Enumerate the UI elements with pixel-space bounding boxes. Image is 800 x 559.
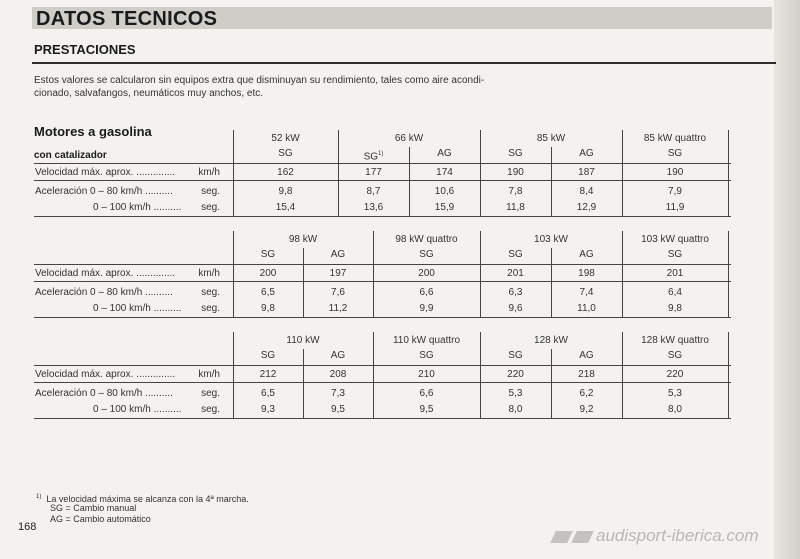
vmax-value: 162 [277,167,294,178]
engine-power-header: 85 kW [536,133,566,144]
vmax-value: 174 [436,167,453,178]
acc-80-value: 6,2 [579,388,594,399]
page-number: 168 [18,521,37,533]
acc-100-value: 9,8 [668,303,682,314]
watermark-logo [553,531,591,543]
row-label-acc-80: Aceleración 0 – 80 km/h .......... [35,186,173,197]
acc-100-value: 11,8 [506,202,525,213]
acc-80-value: 6,6 [419,388,434,399]
acc-80-value: 7,3 [331,388,345,399]
vmax-value: 208 [329,369,347,380]
acc-100-value: 15,4 [275,202,296,213]
row-label-acc-80: Aceleración 0 – 80 km/h .......... [35,388,173,399]
intro-paragraph: Estos valores se calcularon sin equipos extra que disminuyan su rendimiento, tales como aire acondi- cionado, salvafangos, neumáticos muy anchos, etc. [34,75,485,99]
gearbox-header: SG [508,249,523,260]
acc-100-value: 9,8 [261,303,275,314]
engine-power-header: 103 kW quattro [641,234,709,245]
row-label-acc-100: 0 – 100 km/h .......... [93,202,182,213]
row-unit-kmh: km/h [198,268,220,279]
row-unit-seg: seg. [201,303,220,314]
acc-100-value: 9,5 [419,404,434,415]
vmax-value: 212 [259,369,277,380]
footnote-sg: SG = Cambio manual [50,503,137,513]
acc-100-value: 11,2 [328,303,348,314]
vmax-value: 177 [365,167,382,178]
row-label-acc-100: 0 – 100 km/h .......... [93,404,182,415]
footnote-ag: AG = Cambio automático [50,514,151,524]
vmax-value: 187 [578,167,595,178]
gearbox-header: AG [330,350,346,361]
row-unit-kmh: km/h [198,167,220,178]
acc-80-value: 6,4 [668,287,682,298]
row-rule [34,180,731,181]
engine-power-header: 66 kW [394,133,424,144]
acc-100-value: 9,2 [579,404,594,415]
row-label-vmax: Velocidad máx. aprox. .............. [35,167,176,178]
engine-power-header: 110 kW quattro [392,335,461,346]
catalyst-label: con catalizador [34,150,107,161]
acc-80-value: 7,9 [668,186,682,197]
acc-80-value: 6,5 [261,388,275,399]
engine-power-header: 128 kW quattro [641,335,709,346]
footnote-mark: 1) [36,494,42,500]
row-label-acc-80: Aceleración 0 – 80 km/h .......... [35,287,173,298]
row-label-vmax: Velocidad máx. aprox. .............. [35,268,176,279]
engine-power-header: 52 kW [271,133,300,144]
gearbox-header: SG [667,350,683,361]
vmax-value: 200 [259,268,277,279]
row-unit-kmh: km/h [198,369,220,380]
gearbox-header: AG [330,249,346,260]
gearbox-header: AG [579,148,594,159]
row-unit-seg: seg. [201,388,220,399]
engine-power-header: 128 kW [534,335,568,346]
acc-100-value: 9,6 [508,303,523,314]
vmax-value: 210 [418,369,435,380]
gearbox-header: SG [667,148,683,159]
acc-80-value: 6,3 [508,287,523,298]
table-bottom-rule [34,418,731,419]
row-rule [34,281,731,282]
vmax-value: 198 [578,268,595,279]
acc-100-value: 11,9 [665,202,685,213]
vmax-value: 218 [578,369,595,380]
gearbox-header: SG [667,249,683,260]
vmax-value: 190 [666,167,684,178]
table-right-edge [728,231,729,317]
engine-power-header: 85 kW quattro [643,133,707,144]
engine-power-header: 110 kW [286,335,320,346]
acc-100-value: 15,9 [434,202,455,213]
table-bottom-rule [34,317,731,318]
acc-80-value: 6,6 [419,287,434,298]
acc-80-value: 9,8 [278,186,293,197]
acc-80-value: 5,3 [508,388,523,399]
table-right-edge [728,130,729,216]
acc-100-value: 12,9 [576,202,597,213]
gearbox-header: SG [419,249,434,260]
table-bottom-rule [34,216,731,217]
gearbox-header: AG [579,249,594,260]
footnote-ref: 1) [378,151,384,157]
header-rule [34,365,731,366]
acc-80-value: 7,4 [579,287,594,298]
gearbox-header: SG [260,350,276,361]
row-unit-seg: seg. [201,202,220,213]
engine-power-header: 98 kW quattro [395,234,458,245]
footnote-1-text: La velocidad máxima se alcanza con la 4ª marcha. [46,494,249,504]
engine-section-title: Motores a gasolina [34,124,152,139]
header-rule [34,264,731,265]
header-rule [32,62,776,64]
row-label-acc-100: 0 – 100 km/h .......... [93,303,182,314]
vmax-value: 220 [666,369,684,380]
acc-100-value: 9,9 [419,303,434,314]
acc-80-value: 5,3 [668,388,682,399]
acc-80-value: 8,4 [579,186,594,197]
vmax-value: 190 [507,167,524,178]
gearbox-header: SG [419,350,434,361]
gearbox-header: AG [437,148,452,159]
vmax-value: 201 [666,268,684,279]
acc-100-value: 13,6 [363,202,384,213]
vmax-value: 200 [418,268,435,279]
table-right-edge [728,332,729,418]
acc-100-value: 9,3 [261,404,275,415]
gearbox-header: SG [508,148,523,159]
gearbox-header: AG [579,350,594,361]
gearbox-header: SG [260,249,276,260]
gearbox-header: SG$^{1)}$ [363,151,384,163]
row-label-vmax: Velocidad máx. aprox. .............. [35,369,176,380]
acc-80-value: 8,7 [366,186,381,197]
gearbox-header: SG [508,350,523,361]
gearbox-header: SG [278,148,293,159]
page-title: DATOS TECNICOS [36,8,218,30]
vmax-value: 201 [507,268,524,279]
acc-80-value: 6,5 [261,287,275,298]
row-rule [34,382,731,383]
vmax-value: 220 [507,369,524,380]
acc-100-value: 8,0 [668,404,682,415]
acc-80-value: 10,6 [434,186,455,197]
acc-100-value: 11,0 [577,303,596,314]
acc-100-value: 9,5 [331,404,345,415]
acc-100-value: 8,0 [508,404,523,415]
row-unit-seg: seg. [201,404,220,415]
acc-80-value: 7,6 [331,287,345,298]
acc-80-value: 7,8 [508,186,523,197]
row-unit-seg: seg. [201,287,220,298]
engine-power-header: 98 kW [288,234,318,245]
section-subtitle: PRESTACIONES [34,42,136,57]
page-edge-shadow [774,0,800,559]
vmax-value: 197 [329,268,347,279]
row-unit-seg: seg. [201,186,220,197]
engine-power-header: 103 kW [534,234,568,245]
watermark-text: audisport-iberica.com [596,526,759,545]
